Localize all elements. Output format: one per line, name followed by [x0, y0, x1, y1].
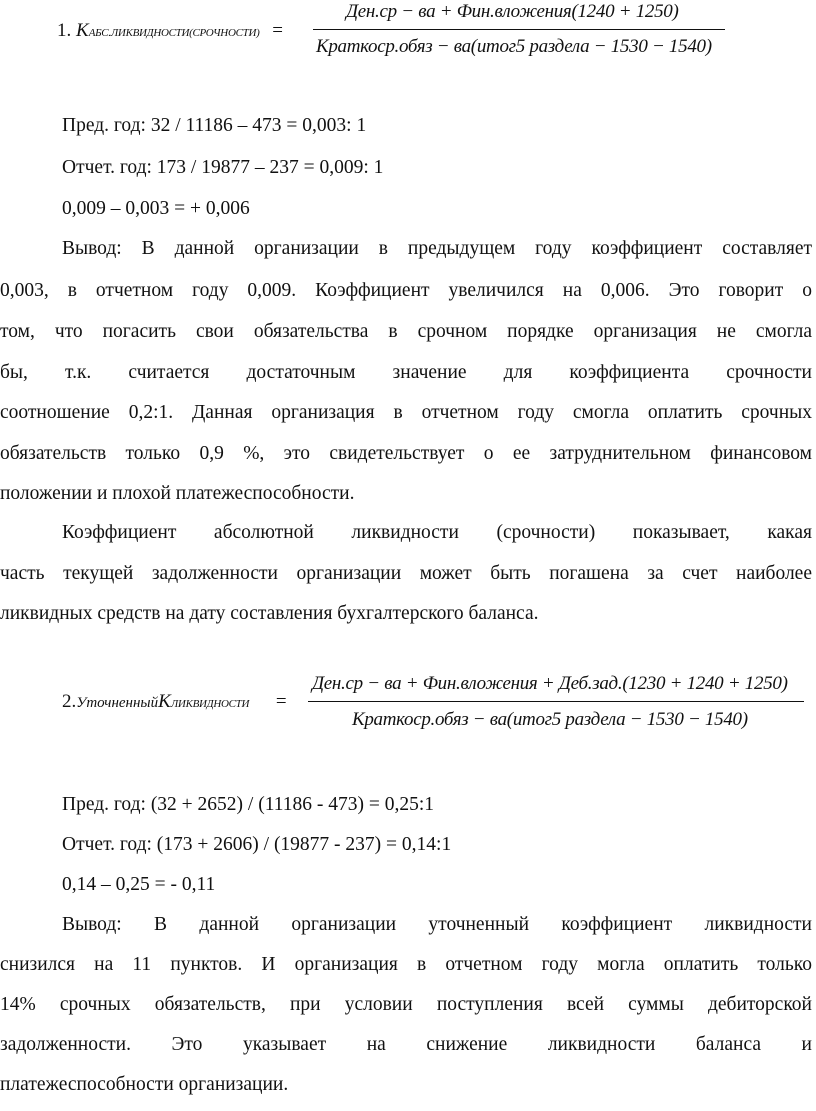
- formula-2-fraction-bar: [308, 701, 804, 702]
- conclusion-2-line: платежеспособности организации.: [0, 1074, 289, 1095]
- formula-2-denominator: Краткоср.обяз − ва(итог5 раздела − 1530 − 1540): [352, 709, 748, 730]
- formula-1-numerator: Ден.ср − ва + Фин.вложения(1240 + 1250): [346, 1, 679, 22]
- difference-1: 0,009 – 0,003 = + 0,006: [62, 198, 250, 219]
- formula-2-numerator: Ден.ср − ва + Фин.вложения + Деб.зад.(1230 + 1240 + 1250): [312, 673, 788, 694]
- formula-2-prefix: Уточненный: [76, 695, 159, 711]
- formula-1: [0, 0, 816, 70]
- conclusion-1-line: том, что погасить свои обязательства в срочном порядке организация не смогла: [0, 321, 812, 342]
- formula-2-symbol: K: [158, 691, 171, 712]
- conclusion-1-line: 0,003, в отчетном году 0,009. Коэффициент увеличился на 0,006. Это говорит о: [0, 280, 812, 301]
- conclusion-1-line: положении и плохой платежеспособности.: [0, 483, 355, 504]
- report-year-2: Отчет. год: (173 + 2606) / (19877 - 237) = 0,14:1: [62, 834, 452, 855]
- conclusion-2-line: 14% срочных обязательств, при условии поступления всей суммы дебиторской: [0, 994, 812, 1015]
- prev-year-1: Пред. год: 32 / 11186 – 473 = 0,003: 1: [62, 115, 367, 136]
- definition-line: Коэффициент абсолютной ликвидности (срочности) показывает, какая: [62, 522, 812, 543]
- formula-1-symbol: K: [76, 20, 89, 41]
- prev-year-2: Пред. год: (32 + 2652) / (11186 - 473) = 0,25:1: [62, 794, 435, 815]
- formula-1-subscript: АБС.ЛИКВИДНОСТИ(СРОЧНОСТИ): [88, 27, 260, 39]
- conclusion-1-line: соотношение 0,2:1. Данная организация в отчетном году смогла оплатить срочных: [0, 402, 812, 423]
- formula-1-denominator: Краткоср.обяз − ва(итог5 раздела − 1530 − 1540): [316, 36, 712, 57]
- formula-1-lhs: [57, 20, 283, 42]
- conclusion-2-line: Вывод: В данной организации уточненный коэффициент ликвидности: [62, 914, 812, 935]
- formula-1-number: 1.: [57, 20, 72, 41]
- formula-2-equals: =: [275, 691, 287, 712]
- conclusion-2-line: снизился на 11 пунктов. И организация в отчетном году могла оплатить только: [0, 954, 812, 975]
- difference-2: 0,14 – 0,25 = - 0,11: [62, 874, 216, 895]
- conclusion-1-line: обязательств только 0,9 %, это свидетельствует о ее затруднительном финансовом: [0, 443, 812, 464]
- conclusion-2-line: задолженности. Это указывает на снижение ликвидности баланса и: [0, 1034, 812, 1055]
- formula-2: [0, 665, 816, 745]
- definition-line: ликвидных средств на дату составления бухгалтерского баланса.: [0, 603, 539, 624]
- formula-1-fraction-bar: [313, 29, 725, 30]
- formula-2-subscript: ЛИКВИДНОСТИ: [170, 698, 250, 710]
- conclusion-1-line: бы, т.к. считается достаточным значение для коэффициента срочности: [0, 362, 812, 383]
- formula-2-lhs: [62, 691, 287, 713]
- formula-1-equals: =: [272, 20, 283, 41]
- report-year-1: Отчет. год: 173 / 19877 – 237 = 0,009: 1: [62, 157, 384, 178]
- formula-2-number: 2.: [62, 691, 77, 712]
- conclusion-1-line: Вывод: В данной организации в предыдущем году коэффициент составляет: [62, 238, 812, 259]
- definition-line: часть текущей задолженности организации может быть погашена за счет наиболее: [0, 563, 812, 584]
